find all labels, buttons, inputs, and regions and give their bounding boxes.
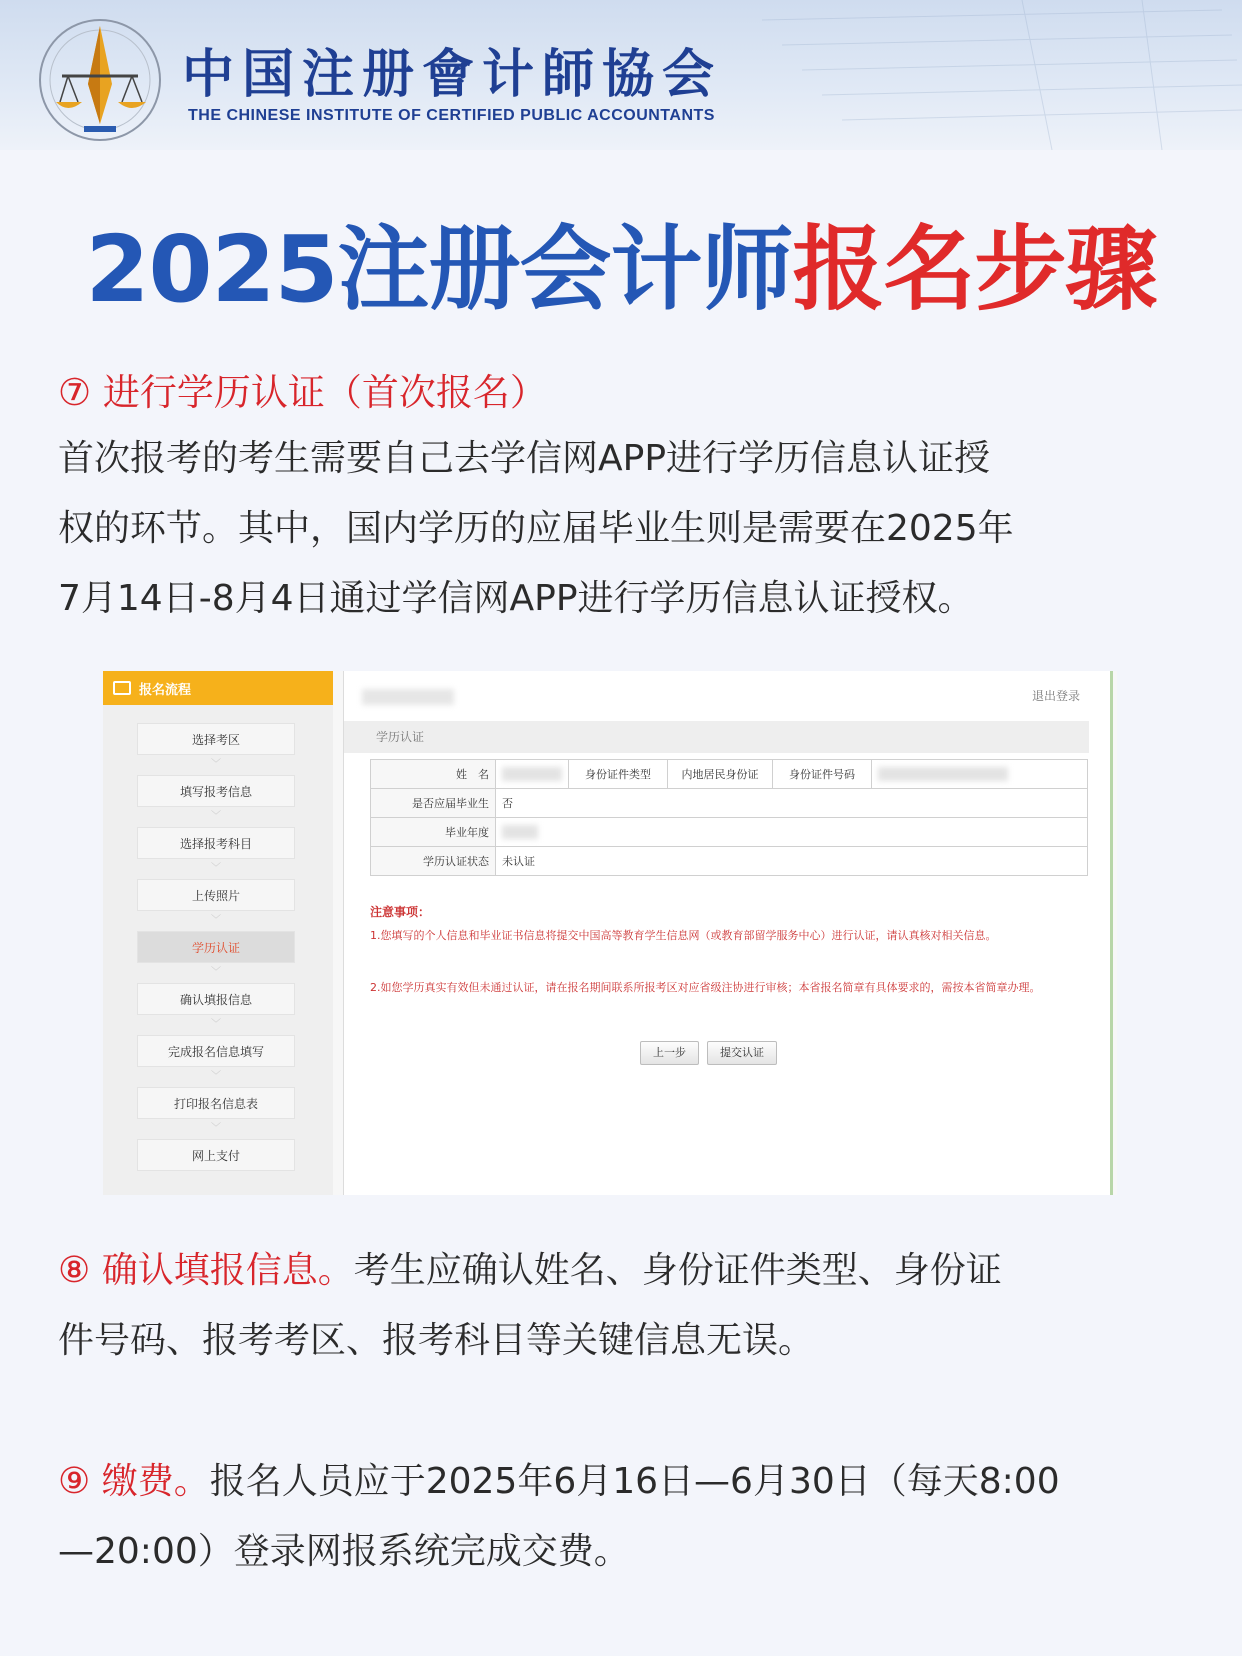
logout-link[interactable]: 退出登录 <box>1031 689 1080 703</box>
graduation-year-value <box>496 818 1088 847</box>
id-number-label: 身份证件号码 <box>773 760 872 789</box>
step8-text <box>58 1236 1188 1376</box>
registration-screenshot <box>103 671 1117 1195</box>
chevron-down-icon: ﹀ <box>211 1071 221 1082</box>
sidebar-item-education-verify[interactable]: 学历认证 <box>137 931 295 963</box>
sidebar-header <box>103 671 333 705</box>
graduate-label: 是否应届毕业生 <box>371 789 496 818</box>
blurred-value <box>502 767 562 781</box>
page-title-part2: 报名步骤 <box>792 216 1157 323</box>
content-panel <box>343 671 1113 1195</box>
step9-text2: —20:00）登录网报系统完成交费。 <box>58 1531 630 1572</box>
table-row <box>371 818 1088 847</box>
process-sidebar <box>103 671 333 1195</box>
sidebar-item-print-form[interactable]: 打印报名信息表 <box>137 1087 295 1119</box>
chevron-down-icon: ﹀ <box>211 915 221 926</box>
submit-verification-button[interactable]: 提交认证 <box>707 1041 777 1065</box>
step7-text <box>58 424 1188 634</box>
sidebar-item-complete-info[interactable]: 完成报名信息填写 <box>137 1035 295 1067</box>
monitor-icon <box>113 681 131 695</box>
step7-line2: 权的环节。其中，国内学历的应届毕业生则是需要在2025年 <box>58 508 1014 549</box>
chevron-down-icon: ﹀ <box>211 759 221 770</box>
notice-item-1: 1.您填写的个人信息和毕业证书信息将提交中国高等教育学生信息网（或教育部留学服务中心）进行认证，请认真核对相关信息。 <box>370 929 997 942</box>
sidebar-item-upload-photo[interactable]: 上传照片 <box>137 879 295 911</box>
step8-text2: 件号码、报考考区、报考科目等关键信息无误。 <box>58 1320 815 1361</box>
page-title <box>0 196 1242 328</box>
process-steps <box>137 723 295 1171</box>
step8-text1: 考生应确认姓名、身份证件类型、身份证 <box>353 1250 1002 1291</box>
previous-step-button[interactable]: 上一步 <box>640 1041 699 1065</box>
sidebar-item-select-area[interactable]: 选择考区 <box>137 723 295 755</box>
sidebar-item-confirm-info[interactable]: 确认填报信息 <box>137 983 295 1015</box>
org-name-cn: 中国注册會计師協会 <box>182 44 723 105</box>
id-type-label: 身份证件类型 <box>569 760 668 789</box>
education-info-table <box>370 759 1088 876</box>
name-label: 姓 名 <box>371 760 496 789</box>
org-name-en: THE CHINESE INSTITUTE OF CERTIFIED PUBLIC ACCOUNTANTS <box>188 107 715 124</box>
step8-line1 <box>58 1236 1188 1306</box>
table-row <box>371 847 1088 876</box>
verify-status-label: 学历认证状态 <box>371 847 496 876</box>
sidebar-title: 报名流程 <box>139 682 192 698</box>
sidebar-item-online-payment[interactable]: 网上支付 <box>137 1139 295 1171</box>
chevron-down-icon: ﹀ <box>211 811 221 822</box>
chevron-down-icon: ﹀ <box>211 967 221 978</box>
id-type-value: 内地居民身份证 <box>668 760 773 789</box>
section-title: 学历认证 <box>344 721 1089 753</box>
background-pattern <box>722 0 1242 150</box>
page-title-part1: 2025注册会计师 <box>85 216 793 323</box>
verify-status-value: 未认证 <box>496 847 1088 876</box>
graduation-year-label: 毕业年度 <box>371 818 496 847</box>
blurred-value <box>878 767 1008 781</box>
sidebar-item-fill-info[interactable]: 填写报考信息 <box>137 775 295 807</box>
step7-line3: 7月14日-8月4日通过学信网APP进行学历信息认证授权。 <box>58 578 974 619</box>
notice-title: 注意事项： <box>370 905 431 919</box>
blurred-value <box>502 825 538 839</box>
step8-heading: ⑧ 确认填报信息。 <box>58 1250 354 1291</box>
step7-line1: 首次报考的考生需要自己去学信网APP进行学历信息认证授 <box>58 438 991 479</box>
step9-heading: ⑨ 缴费。 <box>58 1461 210 1502</box>
chevron-down-icon: ﹀ <box>211 863 221 874</box>
sidebar-item-select-subjects[interactable]: 选择报考科目 <box>137 827 295 859</box>
step9-line1 <box>58 1447 1188 1517</box>
step9-text <box>58 1447 1188 1587</box>
step7-heading: ⑦ 进行学历认证（首次报名） <box>58 371 547 414</box>
name-value <box>496 760 569 789</box>
notice-item-2: 2.如您学历真实有效但未通过认证，请在报名期间联系所报考区对应省级注协进行审核；本省报名简章有具体要求的，需按本省简章办理。 <box>370 981 1041 994</box>
table-row <box>371 789 1088 818</box>
step9-text1: 报名人员应于2025年6月16日—6月30日（每天8:00 <box>209 1461 1060 1502</box>
blurred-username <box>362 689 454 705</box>
chevron-down-icon: ﹀ <box>211 1019 221 1030</box>
id-number-value <box>872 760 1088 789</box>
graduate-value: 否 <box>496 789 1088 818</box>
table-row <box>371 760 1088 789</box>
chevron-down-icon: ﹀ <box>211 1123 221 1134</box>
cicpa-emblem-icon <box>22 14 168 144</box>
header-banner <box>0 0 1242 150</box>
